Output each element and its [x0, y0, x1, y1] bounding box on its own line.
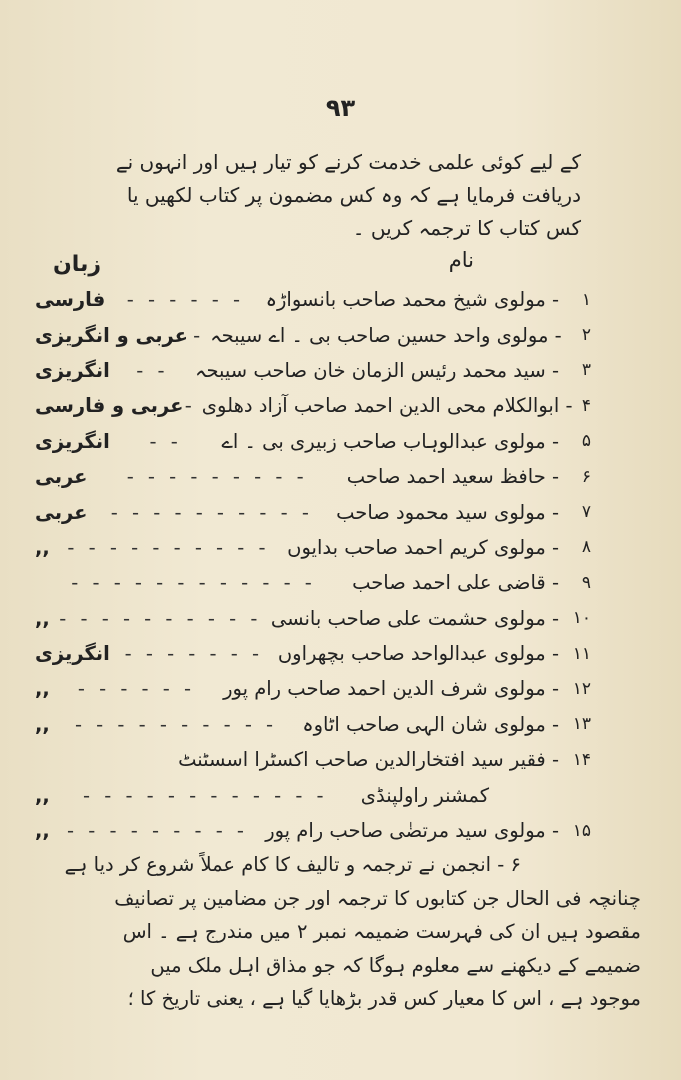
intro-line: کے لیے کوئی علمی خدمت کرنے کو تیار ہیں اور انہوں نے [115, 150, 581, 174]
page-number: ۹۳ [325, 94, 356, 122]
entry-number: ۱۰ [572, 608, 591, 629]
entry-leader: - - - - - - - - - - [67, 535, 270, 559]
entry-language: ,, [35, 783, 50, 807]
entry-number: ۱۴ [572, 749, 591, 770]
entry-number: ۹ [581, 572, 591, 593]
entry-name: - ابوالکلام محی الدین احمد صاحب آزاد دھلوی [201, 394, 573, 418]
entry-leader: - - - - - - - - - - - - [82, 783, 328, 807]
entry-leader: - - - - - - - - - - - - [71, 571, 316, 595]
entry-name: کمشنر راولپنڈی [360, 783, 489, 807]
entry-leader: - - - - - - - - - - [59, 606, 262, 630]
entry-name: - مولوی کریم احمد صاحب بدایوں [287, 535, 559, 559]
list-item [35, 494, 591, 529]
paragraph-line: مقصود ہیں ان کی فہرست ضمیمہ نمبر ۲ میں مندرج ہے ۔ اس [122, 920, 641, 943]
entry-name: - مولوی شان الہی صاحب اٹاوہ [302, 712, 559, 736]
paragraph-line: چنانچہ فی الحال جن کتابوں کا ترجمہ اور جن مضامین پر تصانیف [114, 886, 641, 910]
entry-name: - مولوی سید مرتضٰی صاحب رام پور [265, 819, 559, 843]
entry-number: ۱۳ [572, 714, 591, 735]
entry-leader: - [184, 394, 196, 418]
list-item [35, 459, 591, 494]
entry-language: ,, [35, 535, 50, 559]
list-item [35, 671, 591, 706]
body-paragraph [35, 848, 641, 1016]
list-item [35, 565, 591, 600]
paragraph-line: موجود ہے ، اس کا معیار کس قدر بڑھایا گیا ہے ، یعنی تاریخ کا ؛ [127, 987, 641, 1010]
list-item [35, 742, 591, 777]
entry-language: انگریزی [35, 358, 110, 382]
entry-leader: - - - - - - [126, 288, 245, 312]
entry-language: ,, [35, 606, 50, 630]
entry-leader: - - - - - - - [124, 642, 264, 666]
entries-list [35, 282, 591, 848]
intro-line: دریافت فرمایا ہے کہ وہ کس مضمون پر کتاب لکھیں یا [126, 183, 581, 207]
entry-language: عربی [35, 500, 88, 524]
entry-name: - مولوی شرف الدین احمد صاحب رام پور [223, 677, 559, 701]
column-heading-name: نام [448, 248, 474, 272]
entry-number: ۸ [581, 537, 591, 558]
entry-leader: - [193, 323, 205, 347]
entry-name: - حافظ سعید احمد صاحب [346, 465, 559, 489]
entry-number: ۱۱ [572, 643, 591, 664]
entry-language: فارسی [35, 288, 106, 312]
entry-number: ۳ [581, 360, 591, 381]
intro-line: کس کتاب کا ترجمہ کریں ۔ [352, 216, 581, 240]
entry-language: ,, [35, 677, 50, 701]
list-item-continuation [35, 777, 591, 812]
list-item [35, 707, 591, 742]
entry-name: - مولوی عبدالواحد صاحب بچھراوں [277, 642, 559, 666]
entry-number: ۶ [581, 466, 591, 487]
entry-leader: - - - - - - - - - [126, 465, 308, 489]
entry-leader: - - - - - - - - - - [110, 500, 313, 524]
entry-name: - سید محمد رئیس الزمان خان صاحب سیبحہ [195, 358, 559, 382]
column-heading-language: زبان [53, 252, 101, 277]
list-item [35, 813, 591, 848]
entry-number: ۱۲ [572, 678, 591, 699]
list-item [35, 317, 591, 352]
entry-language: عربی [35, 465, 88, 489]
entry-name: - قاضی علی احمد صاحب [352, 571, 559, 595]
entry-name: - مولوی عبدالوہاب صاحب زبیری بی ۔ اے [221, 429, 559, 453]
entry-leader: - - [149, 429, 182, 453]
entry-name: - مولوی شیخ محمد صاحب بانسواڑہ [265, 288, 559, 312]
list-item [35, 530, 591, 565]
list-item [35, 353, 591, 388]
paragraph-line: ضمیمے کے دیکھنے سے معلوم ہوگا کہ جو مذاق اہل ملک میں [150, 953, 641, 977]
entry-number: ۱ [581, 289, 591, 310]
entry-number: ۵ [581, 431, 591, 452]
list-item [35, 636, 591, 671]
entry-number: ۱۵ [572, 820, 591, 841]
list-item [35, 282, 591, 317]
entry-language: انگریزی [35, 642, 110, 666]
entry-leader: - - - - - - - - - - [74, 712, 278, 736]
entry-language: ,, [35, 819, 50, 843]
list-item [35, 424, 591, 459]
entry-language: عربی و انگریزی [35, 323, 189, 347]
entry-number: ۴ [581, 395, 591, 416]
paragraph-line: ۶ - انجمن نے ترجمہ و تالیف کا کام عملاً شروع کر دیا ہے [64, 853, 521, 876]
list-item [35, 388, 591, 423]
entry-name: - فقیر سید افتخارالدین صاحب اکسٹرا اسسٹنٹ [178, 748, 559, 772]
entry-language: عربی و فارسی [35, 394, 184, 418]
entry-name: - مولوی سید محمود صاحب [336, 500, 559, 524]
entry-leader: - - - - - - [77, 677, 196, 701]
entry-leader: - - - - - - - - - [67, 819, 248, 843]
entry-language: انگریزی [35, 429, 110, 453]
entry-language: ,, [35, 712, 50, 736]
intro-text [100, 146, 581, 245]
entry-name: - مولوی واحد حسین صاحب بی ۔ اے سیبحہ [210, 323, 562, 347]
entry-name: - مولوی حشمت علی صاحب بانسی [270, 606, 559, 630]
entry-number: ۷ [581, 502, 591, 523]
entry-number: ۲ [581, 325, 591, 346]
entry-leader: - - [136, 358, 169, 382]
list-item [35, 601, 591, 636]
